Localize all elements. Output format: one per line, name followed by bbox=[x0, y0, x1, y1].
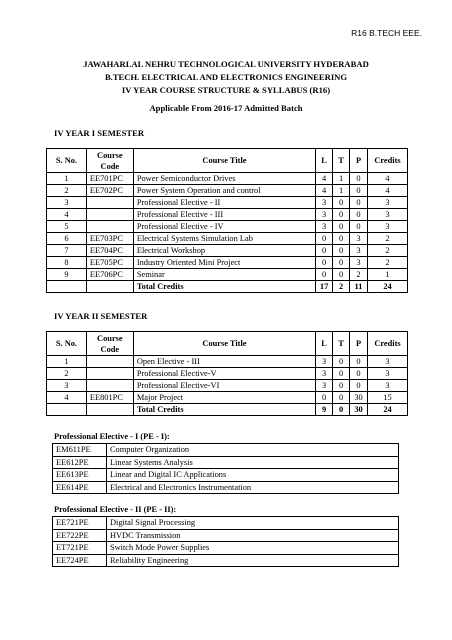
l-cell: 3 bbox=[316, 380, 333, 392]
total-p: 11 bbox=[350, 281, 368, 293]
sno-cell: 1 bbox=[47, 173, 87, 185]
l-cell: 0 bbox=[316, 392, 333, 404]
course-title-cell: Linear Systems Analysis bbox=[106, 456, 398, 469]
sno-cell: 6 bbox=[47, 233, 87, 245]
col-course-code: Course Code bbox=[86, 149, 133, 173]
course-code-cell: ET721PE bbox=[53, 542, 107, 555]
t-cell: 0 bbox=[333, 233, 350, 245]
sem2-title: IV YEAR II SEMESTER bbox=[54, 311, 148, 321]
course-code-cell: EE801PC bbox=[86, 392, 133, 404]
course-title-cell: Electrical Workshop bbox=[133, 245, 315, 257]
pe1-table bbox=[52, 443, 399, 494]
course-code-cell: EM611PE bbox=[53, 444, 107, 457]
course-title-cell: Switch Mode Power Supplies bbox=[106, 542, 398, 555]
t-cell: 0 bbox=[333, 257, 350, 269]
sno-cell: 7 bbox=[47, 245, 87, 257]
l-cell: 3 bbox=[316, 197, 333, 209]
table-row bbox=[53, 554, 399, 567]
table-row bbox=[47, 368, 408, 380]
t-cell: 0 bbox=[333, 380, 350, 392]
empty-cell bbox=[47, 281, 87, 293]
total-t: 2 bbox=[333, 281, 350, 293]
course-title-cell: Electrical and Electronics Instrumentation bbox=[106, 481, 398, 494]
credits-cell: 3 bbox=[368, 209, 408, 221]
table-row bbox=[53, 469, 399, 482]
course-code-cell bbox=[86, 380, 133, 392]
col-p: P bbox=[350, 149, 368, 173]
p-cell: 3 bbox=[350, 233, 368, 245]
sno-cell: 3 bbox=[47, 197, 87, 209]
credits-cell: 15 bbox=[368, 392, 408, 404]
credits-cell: 2 bbox=[368, 257, 408, 269]
col-course-title: Course Title bbox=[133, 149, 315, 173]
p-cell: 3 bbox=[350, 245, 368, 257]
sem1-table bbox=[46, 148, 408, 293]
t-cell: 1 bbox=[333, 185, 350, 197]
p-cell: 0 bbox=[350, 209, 368, 221]
total-p: 30 bbox=[350, 404, 368, 416]
p-cell: 0 bbox=[350, 197, 368, 209]
table-row bbox=[47, 209, 408, 221]
col-course-title: Course Title bbox=[133, 332, 315, 356]
course-code-cell: EE722PE bbox=[53, 529, 107, 542]
course-title-cell: Professional Elective - II bbox=[133, 197, 315, 209]
p-cell: 0 bbox=[350, 380, 368, 392]
l-cell: 3 bbox=[316, 368, 333, 380]
course-code-cell: EE701PC bbox=[86, 173, 133, 185]
table-row bbox=[53, 481, 399, 494]
p-cell: 2 bbox=[350, 269, 368, 281]
course-title-cell: Power Semiconductor Drives bbox=[133, 173, 315, 185]
total-row bbox=[47, 281, 408, 293]
university-title: JAWAHARLAL NEHRU TECHNOLOGICAL UNIVERSITY HYDERABAD bbox=[83, 59, 369, 69]
p-cell: 30 bbox=[350, 392, 368, 404]
col-p: P bbox=[350, 332, 368, 356]
sno-cell: 8 bbox=[47, 257, 87, 269]
program-title: B.TECH. ELECTRICAL AND ELECTRONICS ENGINEERING bbox=[104, 72, 348, 82]
course-code-cell: EE704PC bbox=[86, 245, 133, 257]
table-row bbox=[47, 221, 408, 233]
course-title-cell: Professional Elective-VI bbox=[133, 380, 315, 392]
table-row bbox=[47, 185, 408, 197]
l-cell: 3 bbox=[316, 209, 333, 221]
table-row bbox=[53, 444, 399, 457]
l-cell: 0 bbox=[316, 257, 333, 269]
col-sno: S. No. bbox=[47, 149, 87, 173]
course-code-cell bbox=[86, 368, 133, 380]
course-title-cell: Seminar bbox=[133, 269, 315, 281]
credits-cell: 1 bbox=[368, 269, 408, 281]
total-credits: 24 bbox=[368, 404, 408, 416]
sno-cell: 4 bbox=[47, 209, 87, 221]
course-code-cell: EE613PE bbox=[53, 469, 107, 482]
table-row bbox=[47, 233, 408, 245]
course-title-cell: Major Project bbox=[133, 392, 315, 404]
course-code-cell: EE702PC bbox=[86, 185, 133, 197]
course-code-cell bbox=[86, 356, 133, 368]
t-cell: 1 bbox=[333, 173, 350, 185]
table-row bbox=[47, 380, 408, 392]
sem2-table bbox=[46, 331, 408, 416]
col-course-code: Course Code bbox=[86, 332, 133, 356]
pe2-title: Professional Elective - II (PE - II): bbox=[54, 505, 177, 514]
course-code-cell bbox=[86, 209, 133, 221]
t-cell: 0 bbox=[333, 209, 350, 221]
sno-cell: 4 bbox=[47, 392, 87, 404]
table-row bbox=[47, 173, 408, 185]
p-cell: 0 bbox=[350, 185, 368, 197]
credits-cell: 3 bbox=[368, 368, 408, 380]
col-sno: S. No. bbox=[47, 332, 87, 356]
col-t: T bbox=[333, 149, 350, 173]
credits-cell: 4 bbox=[368, 173, 408, 185]
credits-cell: 3 bbox=[368, 380, 408, 392]
total-label: Total Credits bbox=[133, 281, 315, 293]
total-label: Total Credits bbox=[133, 404, 315, 416]
t-cell: 0 bbox=[333, 392, 350, 404]
credits-cell: 2 bbox=[368, 245, 408, 257]
table-row bbox=[53, 542, 399, 555]
course-code-cell: EE612PE bbox=[53, 456, 107, 469]
credits-cell: 3 bbox=[368, 197, 408, 209]
applicable-note: Applicable From 2016-17 Admitted Batch bbox=[149, 103, 303, 113]
table-row bbox=[47, 245, 408, 257]
course-title-cell: Professional Elective - IV bbox=[133, 221, 315, 233]
course-code-cell: EE724PE bbox=[53, 554, 107, 567]
l-cell: 4 bbox=[316, 185, 333, 197]
l-cell: 4 bbox=[316, 173, 333, 185]
total-t: 0 bbox=[333, 404, 350, 416]
col-credits: Credits bbox=[368, 149, 408, 173]
p-cell: 0 bbox=[350, 173, 368, 185]
course-code-cell: EE703PC bbox=[86, 233, 133, 245]
l-cell: 3 bbox=[316, 356, 333, 368]
sno-cell: 2 bbox=[47, 185, 87, 197]
table-row bbox=[53, 517, 399, 530]
course-code-cell bbox=[86, 197, 133, 209]
document-titles bbox=[0, 58, 452, 97]
table-row bbox=[53, 456, 399, 469]
l-cell: 0 bbox=[316, 245, 333, 257]
credits-cell: 2 bbox=[368, 233, 408, 245]
total-l: 17 bbox=[316, 281, 333, 293]
course-title-cell: Linear and Digital IC Applications bbox=[106, 469, 398, 482]
pe1-title: Professional Elective - I (PE - I): bbox=[54, 432, 170, 441]
sno-cell: 5 bbox=[47, 221, 87, 233]
credits-cell: 3 bbox=[368, 356, 408, 368]
pe2-table bbox=[52, 516, 399, 567]
t-cell: 0 bbox=[333, 368, 350, 380]
col-l: L bbox=[316, 149, 333, 173]
course-code-cell: EE706PC bbox=[86, 269, 133, 281]
t-cell: 0 bbox=[333, 356, 350, 368]
course-title-cell: Professional Elective - III bbox=[133, 209, 315, 221]
p-cell: 0 bbox=[350, 221, 368, 233]
col-l: L bbox=[316, 332, 333, 356]
credits-cell: 3 bbox=[368, 221, 408, 233]
table-row bbox=[47, 257, 408, 269]
sno-cell: 2 bbox=[47, 368, 87, 380]
course-structure-title: IV YEAR COURSE STRUCTURE & SYLLABUS (R16) bbox=[121, 85, 331, 95]
course-title-cell: Open Elective - III bbox=[133, 356, 315, 368]
total-l: 9 bbox=[316, 404, 333, 416]
table-row bbox=[53, 529, 399, 542]
l-cell: 0 bbox=[316, 233, 333, 245]
sno-cell: 9 bbox=[47, 269, 87, 281]
table-row bbox=[47, 392, 408, 404]
sno-cell: 1 bbox=[47, 356, 87, 368]
course-title-cell: HVDC Transmission bbox=[106, 529, 398, 542]
course-title-cell: Electrical Systems Simulation Lab bbox=[133, 233, 315, 245]
course-title-cell: Reliability Engineering bbox=[106, 554, 398, 567]
empty-cell bbox=[47, 404, 87, 416]
course-code-cell: EE721PE bbox=[53, 517, 107, 530]
empty-cell bbox=[86, 281, 133, 293]
course-title-cell: Power System Operation and control bbox=[133, 185, 315, 197]
l-cell: 0 bbox=[316, 269, 333, 281]
course-title-cell: Computer Organization bbox=[106, 444, 398, 457]
course-code-cell: EE705PC bbox=[86, 257, 133, 269]
t-cell: 0 bbox=[333, 197, 350, 209]
course-title-cell: Professional Elective-V bbox=[133, 368, 315, 380]
table-row bbox=[47, 356, 408, 368]
t-cell: 0 bbox=[333, 269, 350, 281]
t-cell: 0 bbox=[333, 245, 350, 257]
col-t: T bbox=[333, 332, 350, 356]
course-code-cell: EE614PE bbox=[53, 481, 107, 494]
l-cell: 3 bbox=[316, 221, 333, 233]
p-cell: 0 bbox=[350, 368, 368, 380]
total-row bbox=[47, 404, 408, 416]
course-title-cell: Industry Oriented Mini Project bbox=[133, 257, 315, 269]
course-title-cell: Digital Signal Processing bbox=[106, 517, 398, 530]
sem1-title: IV YEAR I SEMESTER bbox=[54, 128, 145, 138]
empty-cell bbox=[86, 404, 133, 416]
course-code-cell bbox=[86, 221, 133, 233]
col-credits: Credits bbox=[368, 332, 408, 356]
p-cell: 0 bbox=[350, 356, 368, 368]
table-row bbox=[47, 269, 408, 281]
t-cell: 0 bbox=[333, 221, 350, 233]
document-code: R16 B.TECH EEE. bbox=[351, 28, 422, 38]
credits-cell: 4 bbox=[368, 185, 408, 197]
p-cell: 3 bbox=[350, 257, 368, 269]
sno-cell: 3 bbox=[47, 380, 87, 392]
table-row bbox=[47, 197, 408, 209]
total-credits: 24 bbox=[368, 281, 408, 293]
